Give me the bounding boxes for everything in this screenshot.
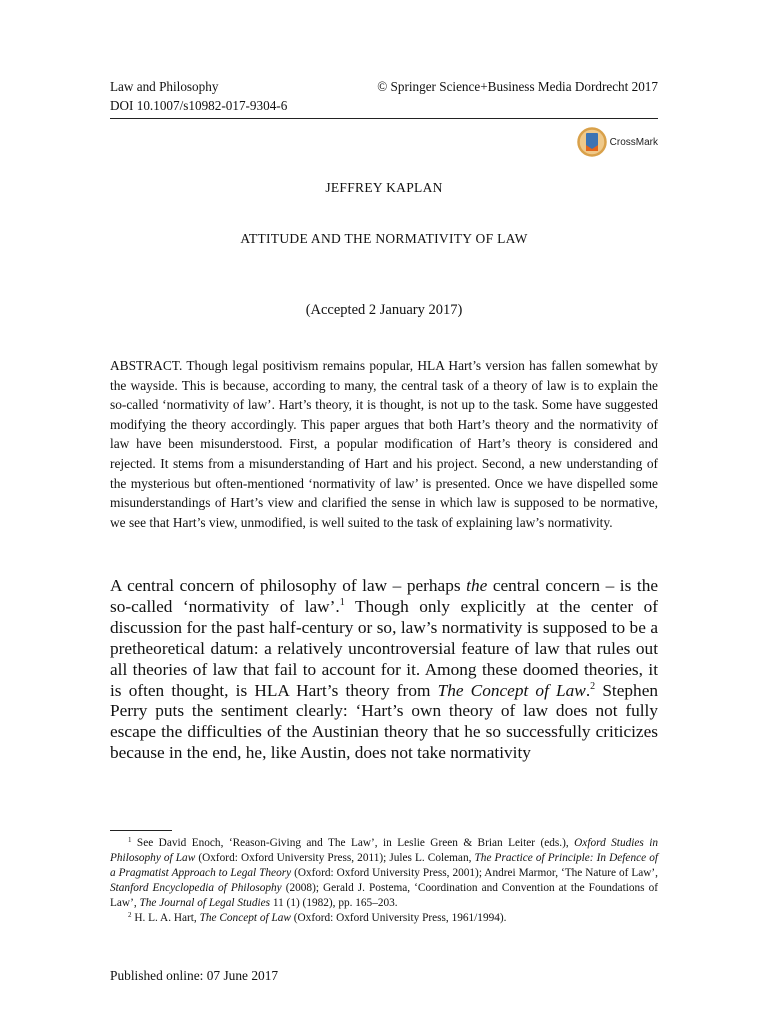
doi[interactable]: DOI 10.1007/s10982-017-9304-6 bbox=[110, 98, 288, 113]
footnote-2 bbox=[110, 911, 658, 926]
footnote-text: 11 (1) (1982), pp. 165–203. bbox=[270, 897, 398, 909]
footnote-text: (Oxford: Oxford University Press, 2001); Andrei Marmor, ‘The Nature of Law’, bbox=[291, 867, 658, 879]
body-paragraph bbox=[110, 576, 658, 764]
footnote-rule bbox=[110, 830, 172, 831]
copyright-line: © Springer Science+Business Media Dordrecht 2017 bbox=[377, 79, 658, 94]
crossmark-icon bbox=[577, 127, 607, 157]
emphasis-the: the bbox=[466, 576, 488, 595]
book-title: The Concept of Law bbox=[437, 680, 586, 700]
footnote-text: (2008); Gerald J. Postema, ‘Coordination and Convention at the Foundations of Law’, bbox=[110, 882, 658, 909]
published-online: Published online: 07 June 2017 bbox=[110, 968, 279, 983]
body-text-segment: Though only explicitly at the center of discussion for the past half-century or so, law’s normativity is supposed to be a pretheoretical datum: a relatively uncontroversial feature of law that rules out all theories of law that fail to account for it. Among these doomed theories, it is often thought, is HLA Hart’s theory from bbox=[110, 596, 658, 700]
abstract: ABSTRACT. Though legal positivism remains popular, HLA Hart’s version has fallen somewhat by the wayside. This is because, according to many, the central task of a theory of law is to explain the so-called ‘normativity of law’. Hart’s theory, it is thought, is not up to the task. Some have suggested modifying the theory accordingly. This paper argues that both Hart’s theory and the normativity of law have been misunderstood. First, a popular modification of Hart’s theory is considered and rejected. It stems from a misunderstanding of Hart and his project. Second, a new understanding of the mysterious but often-mentioned ‘normativity of law’ is presented. Once we have dispelled some misunderstandings of Hart’s view and clarified the sense in which law is supposed to be normative, we see that Hart’s view, unmodified, is well suited to the task of explaining law’s normativity. bbox=[110, 358, 658, 530]
crossmark-label: CrossMark bbox=[609, 136, 658, 148]
body-text-segment: Stephen Perry puts the sentiment clearly: ‘Hart’s own theory of law does not fully escape the difficulties of the Austinian theory that he so successfully criticizes because in the end, he, like Austin, does not take normativity bbox=[110, 680, 658, 763]
journal-name: Law and Philosophy bbox=[110, 79, 219, 94]
header-rule bbox=[110, 118, 658, 119]
footnote-italic: Stanford Encyclopedia of Philosophy bbox=[110, 882, 282, 894]
footnote-italic: Oxford Studies in Philosophy of Law bbox=[110, 837, 659, 864]
footnote-text: See David Enoch, ‘Reason-Giving and The Law’, in Leslie Green & Brian Leiter (eds.), bbox=[131, 837, 575, 849]
body-text-segment: A central concern of philosophy of law – perhaps bbox=[110, 576, 467, 595]
body-text-segment: central concern – is the so-called ‘normativity of law’. bbox=[110, 576, 659, 616]
crossmark-badge[interactable] bbox=[577, 127, 658, 157]
footnote-text: H. L. A. Hart, bbox=[131, 912, 200, 924]
footnote-italic: The Concept of Law bbox=[199, 912, 291, 924]
footnote-number: 1 bbox=[128, 836, 132, 844]
article-page bbox=[110, 0, 658, 1024]
article-title: ATTITUDE AND THE NORMATIVITY OF LAW bbox=[240, 231, 528, 246]
footnote-ref-1[interactable]: 1 bbox=[339, 596, 345, 608]
footnotes bbox=[110, 836, 658, 926]
footnote-ref-2[interactable]: 2 bbox=[590, 680, 596, 692]
body-text-segment: . bbox=[585, 680, 591, 700]
footnote-text: (Oxford: Oxford University Press, 1961/1994). bbox=[290, 912, 507, 924]
footnote-text: (Oxford: Oxford University Press, 2011); Jules L. Coleman, bbox=[195, 852, 475, 864]
journal-header bbox=[110, 77, 658, 115]
author-name: JEFFREY KAPLAN bbox=[325, 180, 443, 195]
footnote-number: 2 bbox=[128, 911, 132, 919]
footnote-italic: The Journal of Legal Studies bbox=[139, 897, 271, 909]
accepted-date: (Accepted 2 January 2017) bbox=[305, 302, 463, 318]
footnote-italic: The Practice of Principle: In Defence of a Pragmatist Approach to Legal Theory bbox=[110, 852, 658, 879]
footnote-1 bbox=[110, 836, 658, 911]
